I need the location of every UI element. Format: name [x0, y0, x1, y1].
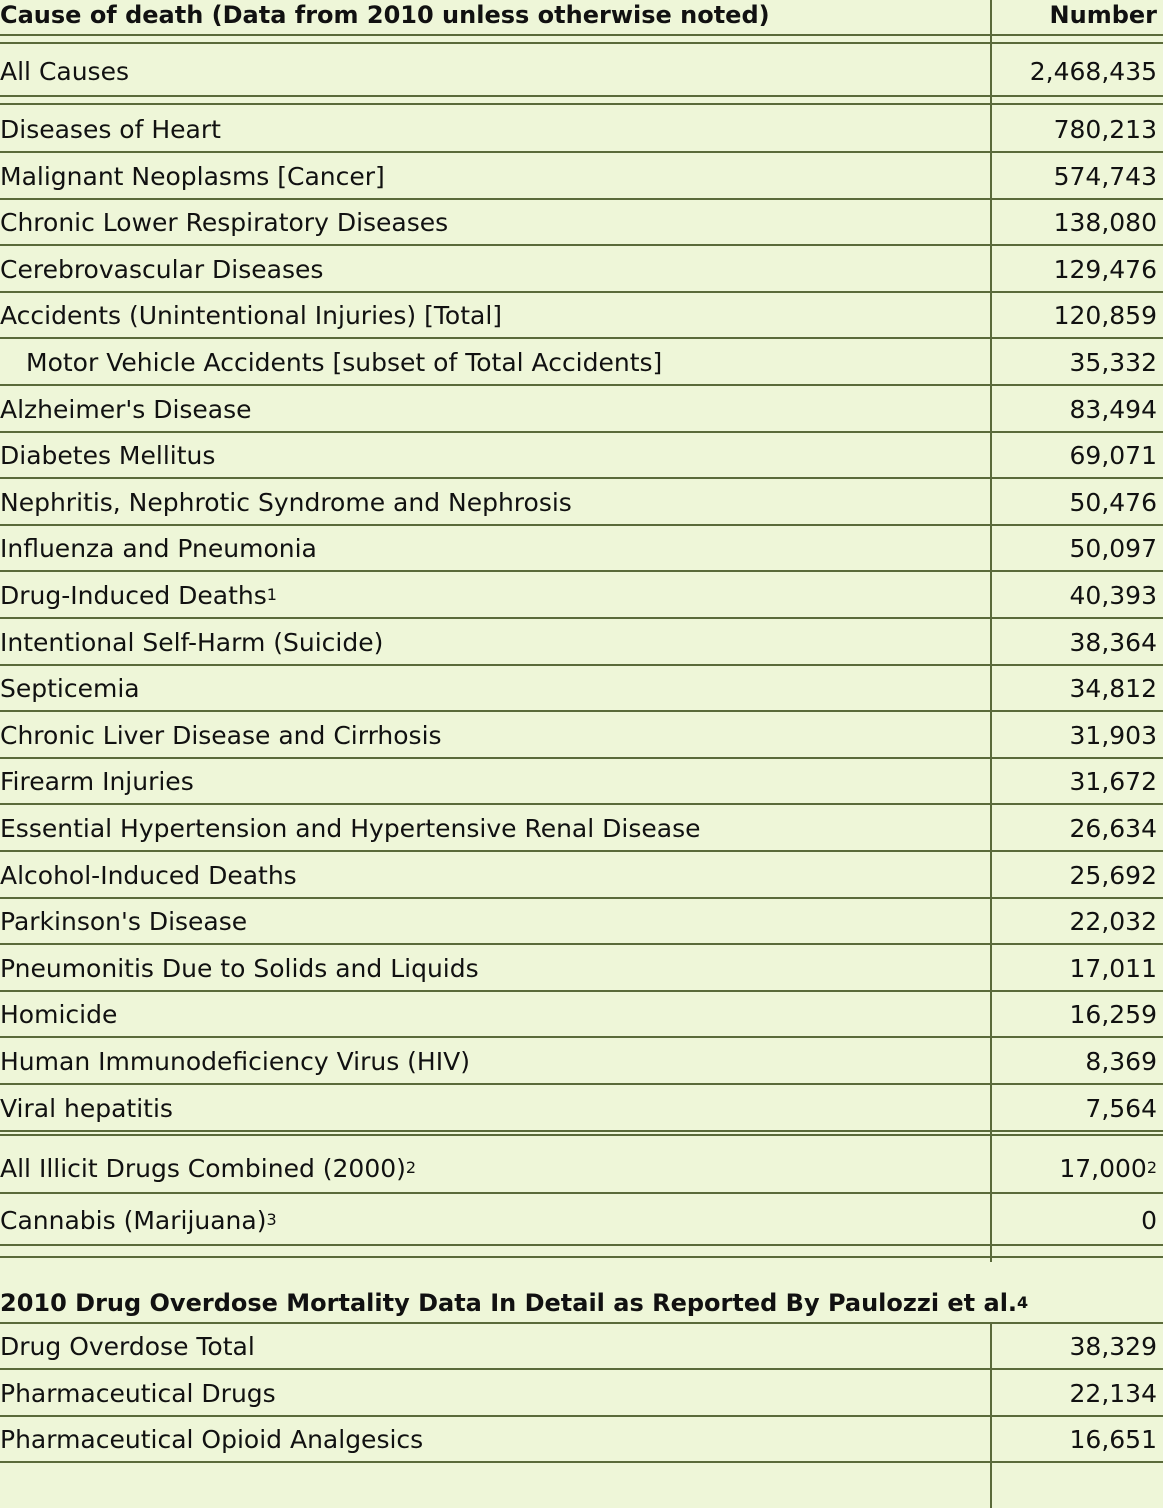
row-label: Nephritis, Nephrotic Syndrome and Nephrosis	[0, 487, 572, 517]
row-value: 83,494	[1069, 394, 1157, 424]
row-value: 31,903	[1069, 720, 1157, 750]
table-row	[0, 247, 1163, 291]
table-row	[0, 293, 1163, 337]
table-row-all-causes	[0, 47, 1163, 95]
row-label: Intentional Self-Harm (Suicide)	[0, 627, 384, 657]
row-label: Chronic Liver Disease and Cirrhosis	[0, 720, 442, 750]
row-value: 0	[1141, 1205, 1157, 1235]
row-label: Pharmaceutical Opioid Analgesics	[0, 1424, 424, 1454]
row-label: Chronic Lower Respiratory Diseases	[0, 207, 449, 237]
row-label: Alzheimer's Disease	[0, 394, 252, 424]
table-row	[0, 1039, 1163, 1083]
table-header	[0, 0, 1163, 30]
row-value: 34,812	[1069, 673, 1157, 703]
row-value: 120,859	[1053, 300, 1157, 330]
table-row	[0, 154, 1163, 198]
row-label: Pneumonitis Due to Solids and Liquids	[0, 953, 479, 983]
row-label: Malignant Neoplasms [Cancer]	[0, 161, 385, 191]
table-row	[0, 1086, 1163, 1130]
table-row	[0, 387, 1163, 431]
table-row	[0, 1196, 1163, 1244]
row-label: Homicide	[0, 999, 118, 1029]
table-row	[0, 480, 1163, 524]
row-label: Septicemia	[0, 673, 140, 703]
row-label: Motor Vehicle Accidents [subset of Total Accidents]	[26, 347, 663, 377]
row-value: 31,672	[1069, 766, 1157, 796]
row-label: Drug-Induced Deaths 1	[0, 580, 277, 610]
row-label: Accidents (Unintentional Injuries) [Total]	[0, 300, 503, 330]
row-label: Drug Overdose Total	[0, 1331, 255, 1361]
row-label: Influenza and Pneumonia	[0, 533, 317, 563]
row-label: Pharmaceutical Drugs	[0, 1378, 276, 1408]
row-value: 780,213	[1053, 114, 1157, 144]
table-row	[0, 1324, 1163, 1368]
table-row	[0, 340, 1163, 384]
table-row	[0, 666, 1163, 710]
row-label: Diabetes Mellitus	[0, 440, 216, 470]
table-row	[0, 1417, 1163, 1461]
table-row	[0, 899, 1163, 943]
row-value: 138,080	[1053, 207, 1157, 237]
row-value: 574,743	[1053, 161, 1157, 191]
row-value: 38,364	[1069, 627, 1157, 657]
row-label: Viral hepatitis	[0, 1093, 173, 1123]
table-row	[0, 806, 1163, 850]
row-value: 50,476	[1069, 487, 1157, 517]
row-value: 8,369	[1085, 1046, 1157, 1076]
table-row	[0, 573, 1163, 617]
row-value: 50,097	[1069, 533, 1157, 563]
row-value: 22,134	[1069, 1378, 1157, 1408]
table-row	[0, 200, 1163, 244]
row-value: 38,329	[1069, 1331, 1157, 1361]
table-row	[0, 1371, 1163, 1415]
row-label: All Causes	[0, 56, 129, 86]
row-label: Diseases of Heart	[0, 114, 221, 144]
column-divider	[990, 0, 992, 1262]
overdose-section-title: 2010 Drug Overdose Mortality Data In Detail as Reported By Paulozzi et al. 4	[0, 1289, 1029, 1317]
row-value: 129,476	[1053, 254, 1157, 284]
row-label: Alcohol-Induced Deaths	[0, 860, 297, 890]
row-value: 16,651	[1069, 1424, 1157, 1454]
row-value: 26,634	[1069, 813, 1157, 843]
row-label: Cannabis (Marijuana) 3	[0, 1205, 277, 1235]
table-row	[0, 620, 1163, 664]
row-value: 22,032	[1069, 906, 1157, 936]
row-label: Firearm Injuries	[0, 766, 194, 796]
row-value: 40,393	[1069, 580, 1157, 610]
table-row	[0, 526, 1163, 570]
column-divider-lower	[990, 1322, 992, 1508]
table-row	[0, 759, 1163, 803]
table-row	[0, 992, 1163, 1036]
overdose-section-header	[0, 1260, 1163, 1320]
table-row	[0, 433, 1163, 477]
row-value: 35,332	[1069, 347, 1157, 377]
table-row	[0, 713, 1163, 757]
table-row	[0, 1144, 1163, 1192]
table-row	[0, 107, 1163, 151]
row-label: Human Immunodeficiency Virus (HIV)	[0, 1046, 470, 1076]
row-value: 69,071	[1069, 440, 1157, 470]
header-number: Number	[1049, 1, 1157, 29]
table-row	[0, 853, 1163, 897]
header-cause: Cause of death (Data from 2010 unless otherwise noted)	[0, 1, 770, 29]
row-value: 7,564	[1085, 1093, 1157, 1123]
row-value: 17,011	[1069, 953, 1157, 983]
row-value: 16,259	[1069, 999, 1157, 1029]
row-label: Parkinson's Disease	[0, 906, 248, 936]
row-value: 17,000 2	[1059, 1153, 1157, 1183]
table-row	[0, 946, 1163, 990]
row-label: All Illicit Drugs Combined (2000) 2	[0, 1153, 417, 1183]
row-value: 25,692	[1069, 860, 1157, 890]
row-value: 2,468,435	[1029, 56, 1157, 86]
row-label: Essential Hypertension and Hypertensive Renal Disease	[0, 813, 701, 843]
row-label: Cerebrovascular Diseases	[0, 254, 324, 284]
